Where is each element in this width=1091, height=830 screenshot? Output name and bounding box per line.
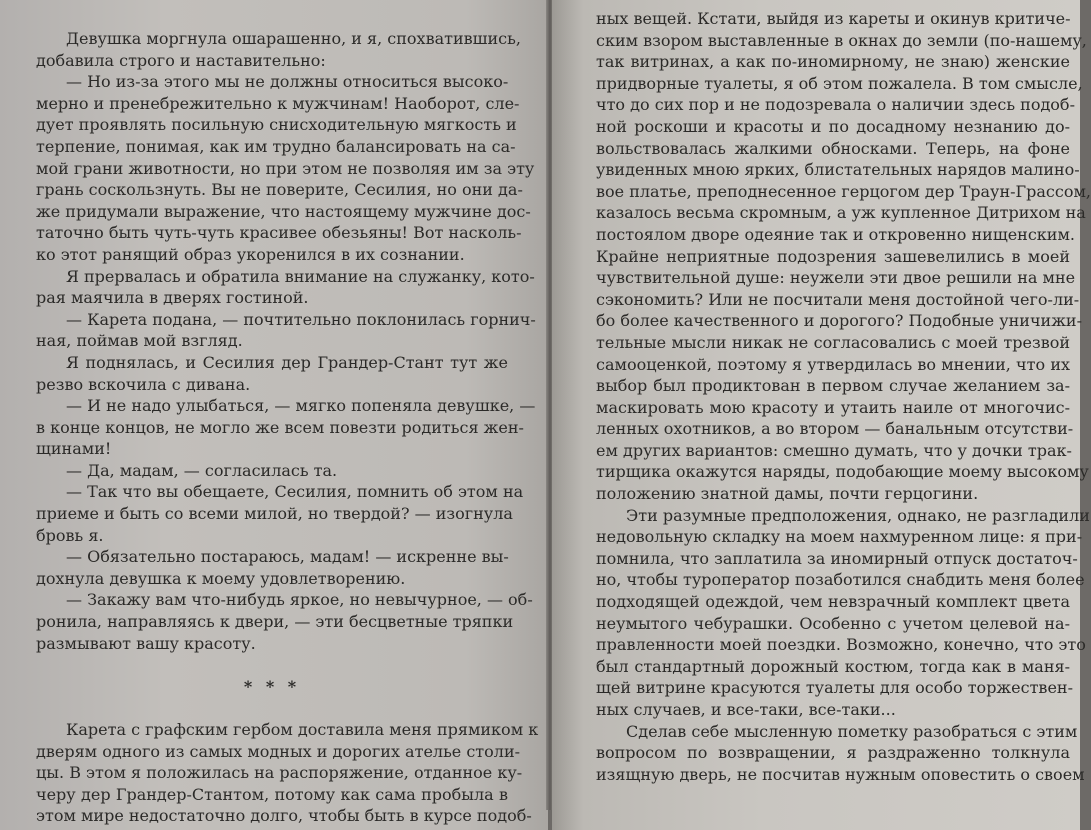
text-line: Я прервалась и обратила внимание на служанку, кото- [66, 266, 535, 286]
text-line: бровь я. [36, 525, 104, 545]
text-line: этом мире недостаточно долго, чтобы быть в курсе подоб- [36, 806, 532, 826]
text-line: так витринах, а как по-иномирному, не знаю) женские [596, 52, 1070, 72]
text-line: что до сих пор и не подозревала о наличии здесь подоб- [596, 95, 1075, 115]
text-line: маскировать мою красоту и утаить наиле от многочис- [596, 397, 1070, 417]
text-line: терпение, понимая, как им трудно балансировать на са- [36, 136, 516, 156]
text-line: постоялом дворе одеяние так и откровенно нищенским. [596, 224, 1075, 244]
text-line: ной роскоши и красоты и по досадному незнанию до- [596, 116, 1070, 136]
text-line: грань соскользнуть. Вы не поверите, Сесилия, но они да- [36, 180, 523, 200]
text-line: тельные мысли никак не согласовались с моей трезвой [596, 332, 1070, 352]
text-line: казалось весьма скромным, а уж купленное Дитрихом на [596, 203, 1086, 223]
text-line: ная, поймав мой взгляд. [36, 331, 243, 351]
text-line: был стандартный дорожный костюм, тогда как в маня- [596, 656, 1070, 676]
text-line: щинами! [36, 439, 112, 459]
text-line: увиденных мною ярких, блистательных нарядов малино- [596, 160, 1080, 180]
text-line: ных вещей. Кстати, выйдя из кареты и окинув критиче- [596, 9, 1071, 28]
text-line: Сделав себе мысленную пометку разобраться с этим [626, 721, 1078, 741]
text-line: рая маячила в дверях гостиной. [36, 288, 309, 308]
text-line: выбор был продиктован в первом случае желанием за- [596, 376, 1070, 396]
text-line: — Закажу вам что-нибудь яркое, но невычурное, — об- [66, 590, 533, 610]
text-line: цы. В этом я положилась на распоряжение, отданное ку- [36, 763, 523, 783]
text-line: неумытого чебурашки. Особенно с учетом целевой на- [596, 613, 1070, 633]
text-line: ленных охотников, а во втором — банальным отсутстви- [596, 419, 1074, 439]
text-line: помнила, что заплатила за иномирный отпуск достаточ- [596, 548, 1078, 568]
text-line: ским взором выставленные в окнах до земли (по-нашему, [596, 30, 1087, 50]
section-break: * * * [243, 676, 301, 696]
text-line: ко этот ранящий образ укоренился в их сознании. [36, 244, 465, 264]
text-line: — Так что вы обещаете, Сесилия, помнить об этом на [66, 482, 524, 502]
text-line: резво вскочила с дивана. [36, 374, 251, 394]
text-line: — Да, мадам, — согласилась та. [66, 460, 338, 480]
text-line: — Карета подана, — почтительно поклонилась горнич- [66, 309, 536, 329]
text-line: дохнула девушка к моему удовлетворению. [36, 568, 406, 588]
text-line: дует проявлять посильную снисходительную мягкость и [36, 115, 517, 135]
text-line: Карета с графским гербом доставила меня прямиком к [66, 720, 539, 739]
left-page-text [36, 28, 539, 827]
text-line: щей витрине красуются туалеты для особо торжествен- [596, 678, 1073, 698]
text-line: самооценкой, поэтому я утвердилась во мнении, что их [596, 354, 1070, 374]
text-line: добавила строго и наставительно: [36, 50, 326, 70]
text-line: придворные туалеты, я об этом пожалела. В том смысле, [596, 73, 1083, 93]
text-line: Эти разумные предположения, однако, не разгладили [626, 505, 1090, 525]
text-line: размывают вашу красоту. [36, 633, 256, 653]
text-line: Крайне неприятные подозрения зашевелились в моей [596, 246, 1070, 266]
right-page [552, 0, 1091, 830]
text-line: таточно быть чуть-чуть красивее обезьяны! Вот насколь- [36, 223, 522, 243]
text-line: Я поднялась, и Сесилия дер Грандер-Стант тут же [66, 352, 508, 372]
text-line: дверям одного из самых модных и дорогих ателье столи- [36, 741, 521, 761]
text-line: же придумали выражение, что настоящему мужчине дос- [36, 201, 531, 221]
text-line: недовольную складку на моем нахмуренном лице: я при- [596, 527, 1083, 547]
text-line: ем других вариантов: смешно думать, что у дочки трак- [596, 440, 1072, 460]
text-line: вопросом по возвращении, я раздраженно толкнула [596, 743, 1070, 763]
text-line: Девушка моргнула ошарашенно, и я, спохватившись, [66, 29, 521, 48]
text-line: вольствовалась жалкими обносками. Теперь, на фоне [596, 138, 1070, 158]
text-line: — И не надо улыбаться, — мягко попеняла девушке, — [66, 396, 536, 416]
text-line: бо более качественного и дорогого? Подобные уничижи- [596, 311, 1082, 331]
text-line: тирщика окажутся наряды, подобающие моему высокому [596, 462, 1089, 482]
text-line: положению знатной дамы, почти герцогини. [596, 484, 979, 504]
text-line: — Обязательно постараюсь, мадам! — искренне вы- [66, 547, 509, 567]
text-line: но, чтобы туроператор позаботился снабдить меня более [596, 570, 1085, 590]
text-line: чувствительной душе: неужели эти двое решили на мне [596, 268, 1076, 288]
text-line: мерно и пренебрежительно к мужчинам! Наоборот, сле- [36, 93, 520, 113]
text-line: правленности моей поездки. Возможно, конечно, что это [596, 635, 1086, 655]
text-line: черу дер Грандер-Стантом, потому как сама пробыла в [36, 784, 508, 804]
text-line: вое платье, преподнесенное герцогом дер Траун-Грассом, [596, 181, 1091, 201]
text-line: ронила, направляясь к двери, — эти бесцветные тряпки [36, 612, 514, 632]
text-line: мой грани животности, но при этом не позволяя им за эту [36, 158, 535, 178]
text-line: подходящей одеждой, чем невзрачный комплект цвета [596, 592, 1070, 612]
text-line: изящную дверь, не посчитав нужным оповестить о своем [596, 764, 1085, 784]
text-line: — Но из-за этого мы не должны относиться высоко- [66, 72, 509, 92]
text-line: в конце концов, не могло же всем повезти родиться жен- [36, 417, 524, 437]
blank-line [36, 654, 508, 676]
text-line: приеме и быть со всеми милой, но твердой? — изогнула [36, 504, 513, 524]
blank-line [36, 697, 508, 719]
text-line: сэкономить? Или не посчитали меня достойной чего-ли- [596, 289, 1080, 309]
right-page-text [596, 8, 1091, 785]
text-line: ных случаев, и все-таки, все-таки... [596, 700, 896, 719]
